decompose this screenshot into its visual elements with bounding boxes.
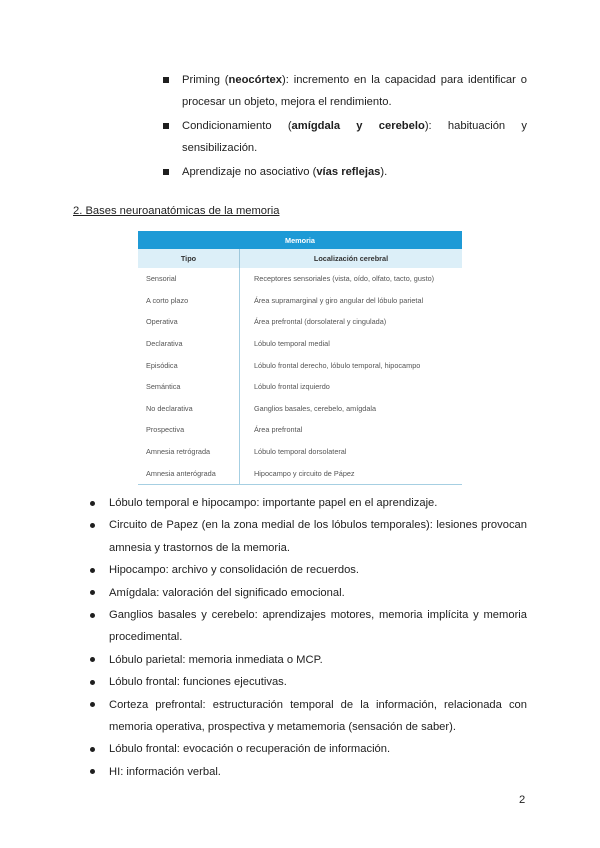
table-caption-row (138, 231, 462, 249)
item-text: Condicionamiento (amígdala y cerebelo): habituación y sensibilización. (182, 120, 527, 154)
bullet-icon (90, 523, 95, 528)
cell-tipo: No declarativa (138, 398, 240, 420)
item-text: Circuito de Papez (en la zona medial de los lóbulos temporales): lesiones provocan amnesia y trastornos de la memoria. (109, 519, 527, 554)
brain-structures-list (90, 492, 527, 783)
list-item (90, 649, 527, 671)
page-number: 2 (519, 794, 526, 806)
bullet-icon (90, 747, 95, 752)
table-row (138, 354, 462, 376)
item-text: Priming (neocórtex): incremento en la capacidad para identificar o procesar un objeto, mejora el rendimiento. (182, 74, 527, 108)
bullet-icon (90, 702, 95, 707)
cell-localizacion: Área prefrontal (254, 425, 303, 435)
list-item (163, 69, 527, 113)
item-text: Lóbulo temporal e hipocampo: importante papel en el aprendizaje. (109, 497, 438, 509)
cell-tipo: Episódica (138, 354, 240, 376)
item-text: Lóbulo parietal: memoria inmediata o MCP. (109, 653, 323, 666)
item-text: Lóbulo frontal: evocación o recuperación de información. (109, 743, 391, 756)
section-title: 2. Bases neuroanatómicas de la memoria (73, 205, 280, 217)
bullet-icon (90, 657, 95, 662)
list-item (163, 161, 527, 183)
cell-localizacion: Lóbulo temporal medial (254, 339, 330, 349)
item-text: Aprendizaje no asociativo (vías reflejas). (182, 166, 388, 178)
cell-tipo: Amnesia anterógrada (138, 462, 240, 484)
table-caption: Memoria (138, 231, 462, 249)
cell-localizacion: Receptores sensoriales (vista, oído, olfato, tacto, gusto) (254, 274, 435, 284)
table-row (138, 462, 462, 484)
item-text: Amígdala: valoración del significado emocional. (109, 586, 345, 599)
memory-table (138, 231, 462, 485)
table-row (138, 333, 462, 355)
cell-localizacion: Lóbulo frontal derecho, lóbulo temporal, hipocampo (254, 360, 421, 370)
square-bullet-icon (163, 123, 169, 129)
list-item (90, 671, 527, 693)
item-text: HI: información verbal. (109, 765, 221, 778)
list-item (90, 559, 527, 581)
column-header-localizacion: Localización cerebral (240, 249, 463, 268)
table-header-row (138, 249, 462, 268)
table-row (138, 441, 462, 463)
cell-tipo: Amnesia retrógrada (138, 441, 240, 463)
item-text: Hipocampo: archivo y consolidación de recuerdos. (109, 564, 359, 577)
list-item (163, 115, 527, 159)
bullet-icon (90, 769, 95, 774)
table-row (138, 398, 462, 420)
item-text: Corteza prefrontal: estructuración temporal de la información, relacionada con memoria operativa, prospectiva y metamemoria (sensación de saber). (109, 698, 527, 734)
cell-localizacion: Ganglios basales, cerebelo, amígdala (254, 403, 377, 413)
bullet-icon (90, 568, 95, 573)
item-text: Lóbulo frontal: funciones ejecutivas. (109, 676, 287, 689)
square-bullet-icon (163, 169, 169, 175)
square-bullet-icon (163, 77, 169, 83)
cell-tipo: Sensorial (138, 268, 240, 290)
bullet-icon (90, 501, 95, 506)
bullet-icon (90, 590, 95, 595)
list-item (90, 761, 527, 783)
list-item (90, 492, 527, 514)
table-row (138, 311, 462, 333)
cell-localizacion: Área supramarginal y giro angular del lóbulo parietal (254, 295, 424, 305)
item-text: Ganglios basales y cerebelo: aprendizajes motores, memoria implícita y memoria procedimental. (109, 609, 527, 644)
cell-localizacion: Lóbulo frontal izquierdo (254, 382, 330, 392)
table-row (138, 268, 462, 290)
list-item (90, 604, 527, 649)
list-item (90, 738, 527, 760)
bullet-icon (90, 680, 95, 685)
cell-localizacion: Hipocampo y circuito de Pápez (240, 462, 463, 484)
table-row (138, 419, 462, 441)
list-item (90, 694, 527, 739)
bullet-icon (90, 613, 95, 618)
cell-tipo: Declarativa (138, 333, 240, 355)
learning-types-list (163, 69, 527, 185)
cell-localizacion: Área prefrontal (dorsolateral y cingulada) (254, 317, 387, 327)
cell-localizacion: Lóbulo temporal dorsolateral (254, 447, 347, 457)
cell-tipo: Operativa (138, 311, 240, 333)
table-row (138, 290, 462, 312)
cell-tipo: A corto plazo (138, 290, 240, 312)
column-header-tipo: Tipo (138, 249, 240, 268)
list-item (90, 514, 527, 559)
list-item (90, 582, 527, 604)
cell-tipo: Semántica (138, 376, 240, 398)
table-row (138, 376, 462, 398)
cell-tipo: Prospectiva (138, 419, 240, 441)
